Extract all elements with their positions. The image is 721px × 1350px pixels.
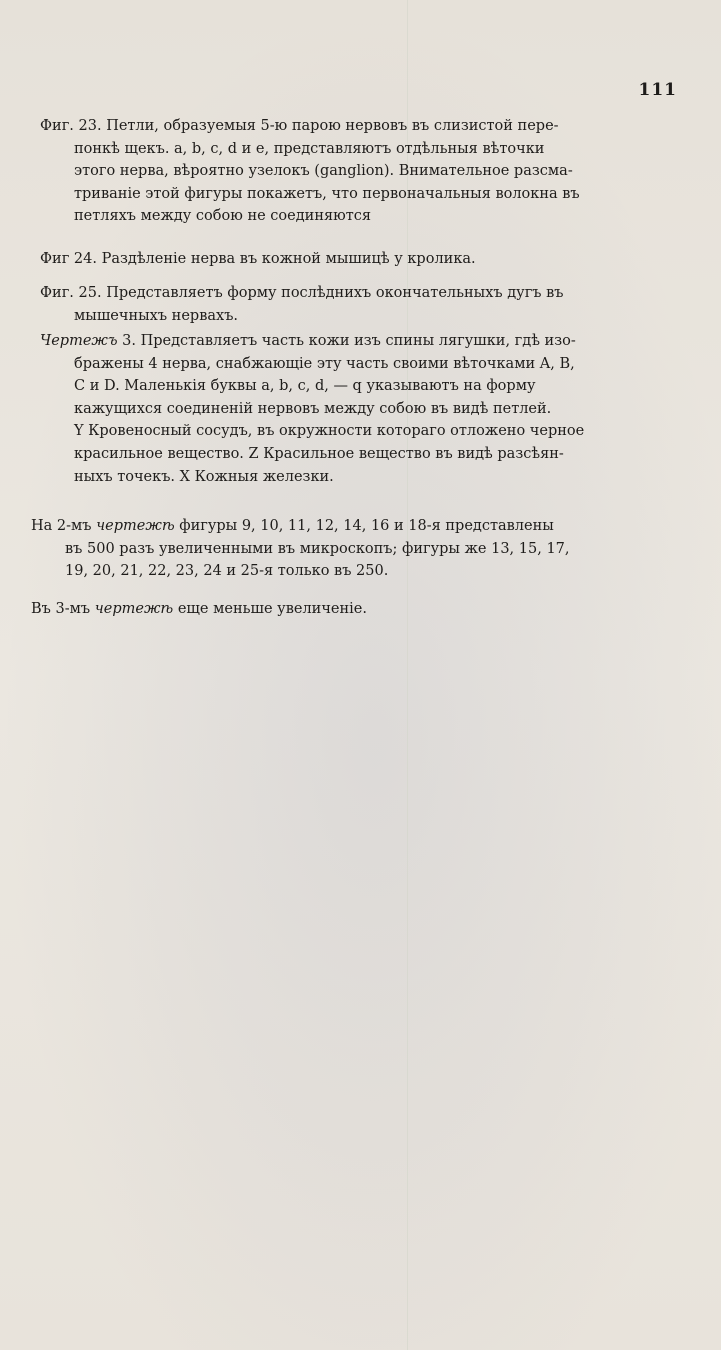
drawing-3-note — [31, 598, 651, 621]
caption-line — [40, 282, 650, 305]
caption-line: Y Кровеносный сосудъ, въ окружности котораго отложено черное — [74, 423, 585, 440]
drawing-label: чертежѣ — [96, 518, 175, 534]
drawing-number: 3. — [117, 333, 137, 349]
drawing-label: чертежѣ — [94, 601, 174, 617]
caption-text: Представляетъ часть кожи изъ спины лягушки, гдѣ изо- — [140, 333, 576, 349]
caption-line: бражены 4 нерва, снабжающіе эту часть своими вѣточками A, B, — [74, 355, 575, 372]
caption-line: кажущихся соединеній нервовъ между собою въ видѣ петлей. — [74, 400, 552, 417]
note-text: фигуры 9, 10, 11, 12, 14, 16 и 18-я представлены — [179, 518, 554, 534]
figure-label: Фиг. 25. — [40, 285, 102, 301]
drawing-2-note — [31, 515, 651, 583]
caption-line: C и D. Маленькія буквы a, b, c, d, — q указываютъ на форму — [74, 378, 536, 395]
drawing-label: Чертежъ — [40, 333, 118, 349]
note-line: 19, 20, 21, 22, 23, 24 и 25-я только въ 250. — [65, 563, 389, 580]
figure-label: Фиг 24. — [40, 251, 97, 267]
caption-line: этого нерва, вѣроятно узелокъ (ganglion). Внимательное разсма- — [74, 163, 573, 180]
note-text: еще меньше увеличеніе. — [177, 601, 367, 617]
note-prefix: Въ 3-мъ — [31, 601, 91, 617]
note-line — [31, 598, 651, 621]
caption-line — [40, 330, 650, 353]
caption-line — [40, 115, 650, 138]
page-number: 111 — [638, 80, 677, 100]
caption-text: Представляетъ форму послѣднихъ окончательныхъ дугъ въ — [106, 285, 564, 301]
caption-line — [40, 248, 650, 271]
note-line — [31, 515, 651, 538]
caption-text: Раздѣленіе нерва въ кожной мышицѣ у кролика. — [101, 251, 476, 267]
figure-23-caption — [40, 115, 650, 228]
caption-line: триваніе этой фигуры покажетъ, что первоначальныя волокна въ — [74, 185, 580, 202]
figure-24-caption — [40, 248, 650, 271]
caption-line: петляхъ между собою не соединяются — [74, 208, 372, 225]
note-line: въ 500 разъ увеличенными въ микроскопъ; фигуры же 13, 15, 17, — [65, 540, 570, 557]
caption-line: красильное вещество. Z Красильное вещество въ видѣ разсѣян- — [74, 445, 564, 462]
caption-text: Петли, образуемыя 5-ю парою нервовъ въ слизистой пере- — [106, 118, 559, 134]
figure-label: Фиг. 23. — [40, 118, 102, 134]
caption-line: мышечныхъ нервахъ. — [74, 307, 239, 324]
figure-25-caption — [40, 282, 650, 327]
drawing-3-caption — [40, 330, 650, 488]
note-prefix: На 2-мъ — [31, 518, 92, 534]
caption-line: ныхъ точекъ. X Кожныя железки. — [74, 468, 334, 485]
caption-line: понкѣ щекъ. a, b, c, d и e, представляютъ отдѣльныя вѣточки — [74, 140, 545, 157]
